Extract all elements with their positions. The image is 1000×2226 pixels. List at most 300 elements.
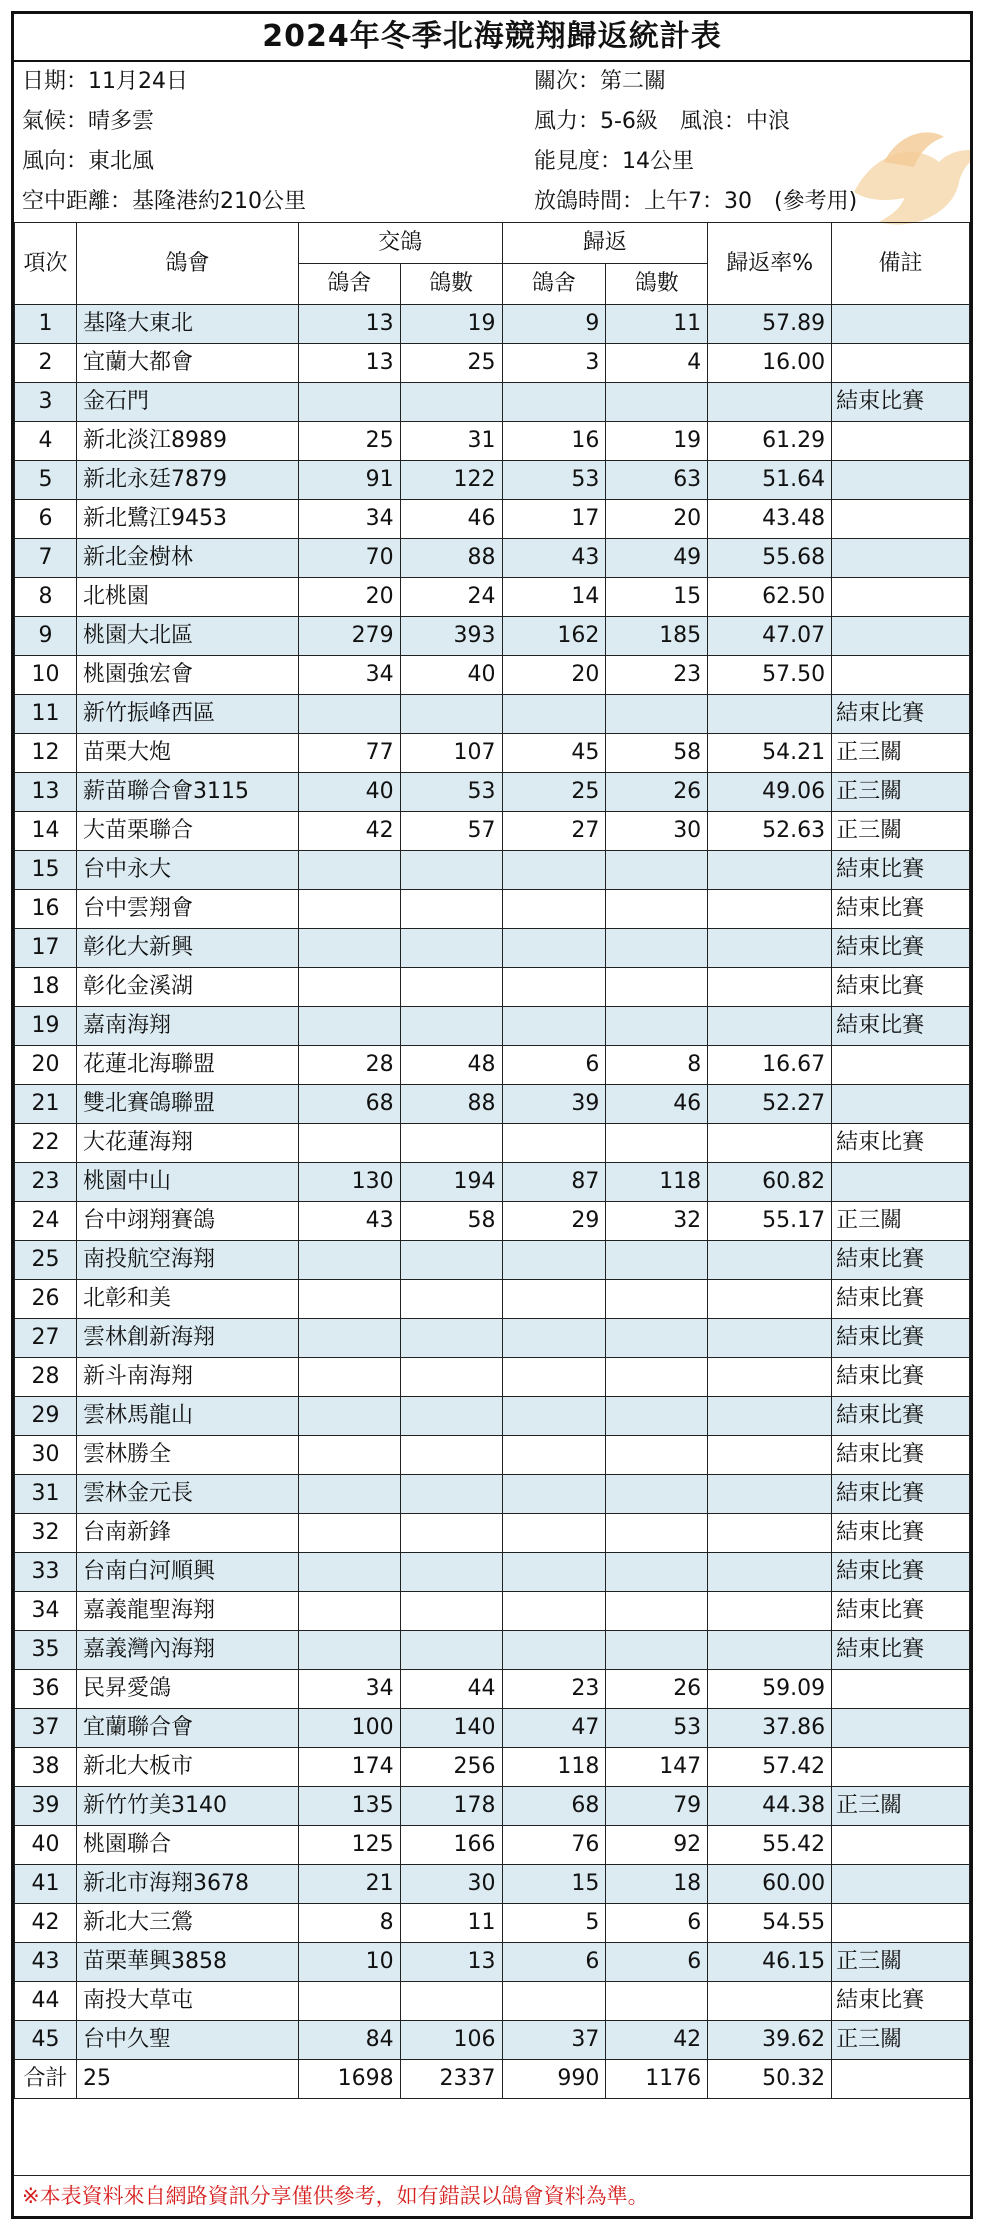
- table-row: [15, 812, 970, 851]
- row-submitted-lofts: 84: [298, 2021, 400, 2060]
- row-submitted-lofts: [298, 1358, 400, 1397]
- row-submitted-birds: 31: [400, 422, 502, 461]
- row-returned-lofts: [502, 1592, 606, 1631]
- row-submitted-birds: [400, 1241, 502, 1280]
- table-row: [15, 1592, 970, 1631]
- header-return-rate: 歸返率%: [708, 223, 832, 305]
- row-submitted-birds: 122: [400, 461, 502, 500]
- row-returned-birds: 19: [606, 422, 708, 461]
- header-returned-lofts: 鴿舍: [502, 264, 606, 305]
- row-returned-lofts: 16: [502, 422, 606, 461]
- row-returned-birds: [606, 1982, 708, 2021]
- row-submitted-lofts: 28: [298, 1046, 400, 1085]
- row-index: 28: [15, 1358, 77, 1397]
- row-returned-birds: [606, 890, 708, 929]
- row-club: 大花蓮海翔: [76, 1124, 298, 1163]
- row-note: 結束比賽: [832, 1475, 970, 1514]
- row-index: 18: [15, 968, 77, 1007]
- row-returned-lofts: 15: [502, 1865, 606, 1904]
- row-club: 大苗栗聯合: [76, 812, 298, 851]
- table-row: [15, 617, 970, 656]
- row-note: [832, 1163, 970, 1202]
- header-submitted-birds: 鴿數: [400, 264, 502, 305]
- table-row: [15, 1046, 970, 1085]
- row-returned-birds: 20: [606, 500, 708, 539]
- row-submitted-lofts: 135: [298, 1787, 400, 1826]
- row-index: 3: [15, 383, 77, 422]
- table-row: [15, 1319, 970, 1358]
- row-returned-lofts: [502, 1475, 606, 1514]
- row-submitted-birds: 44: [400, 1670, 502, 1709]
- row-submitted-lofts: 40: [298, 773, 400, 812]
- row-returned-lofts: [502, 968, 606, 1007]
- table-row: [15, 1631, 970, 1670]
- row-submitted-birds: [400, 1982, 502, 2021]
- row-submitted-birds: 88: [400, 539, 502, 578]
- row-submitted-lofts: [298, 1241, 400, 1280]
- wind-force: 風力：5-6級 風浪：中浪: [534, 109, 790, 134]
- row-index: 19: [15, 1007, 77, 1046]
- table-row: [15, 461, 970, 500]
- row-index: 40: [15, 1826, 77, 1865]
- row-return-rate: 61.29: [708, 422, 832, 461]
- weather: 氣候：晴多雲: [22, 109, 155, 134]
- header-club: 鴿會: [76, 223, 298, 305]
- row-index: 42: [15, 1904, 77, 1943]
- row-returned-birds: 23: [606, 656, 708, 695]
- row-index: 23: [15, 1163, 77, 1202]
- row-club: 南投大草屯: [76, 1982, 298, 2021]
- row-note: [832, 617, 970, 656]
- row-note: 正三關: [832, 734, 970, 773]
- row-return-rate: 16.67: [708, 1046, 832, 1085]
- row-submitted-birds: 166: [400, 1826, 502, 1865]
- row-returned-lofts: [502, 1514, 606, 1553]
- wind-direction: 風向：東北風: [22, 149, 155, 174]
- table-row: [15, 1904, 970, 1943]
- row-note: [832, 422, 970, 461]
- row-returned-birds: [606, 1475, 708, 1514]
- row-submitted-birds: [400, 1319, 502, 1358]
- row-submitted-birds: 88: [400, 1085, 502, 1124]
- table-row: [15, 1748, 970, 1787]
- row-submitted-birds: 58: [400, 1202, 502, 1241]
- row-submitted-lofts: [298, 1514, 400, 1553]
- row-returned-birds: [606, 1397, 708, 1436]
- row-returned-birds: 49: [606, 539, 708, 578]
- row-note: 正三關: [832, 1943, 970, 1982]
- air-distance: 空中距離：基隆港約210公里: [22, 189, 306, 214]
- row-club: 桃園中山: [76, 1163, 298, 1202]
- row-submitted-birds: 140: [400, 1709, 502, 1748]
- row-note: 結束比賽: [832, 383, 970, 422]
- row-return-rate: 44.38: [708, 1787, 832, 1826]
- row-club: 民昇愛鴿: [76, 1670, 298, 1709]
- row-returned-lofts: [502, 1319, 606, 1358]
- row-return-rate: [708, 695, 832, 734]
- visibility: 能見度：14公里: [534, 149, 694, 174]
- row-return-rate: [708, 1280, 832, 1319]
- row-returned-lofts: [502, 695, 606, 734]
- release-time: 放鴿時間：上午7：30 (參考用): [534, 189, 858, 214]
- row-club: 嘉義龍聖海翔: [76, 1592, 298, 1631]
- row-returned-lofts: 87: [502, 1163, 606, 1202]
- row-club: 嘉義灣內海翔: [76, 1631, 298, 1670]
- row-note: 正三關: [832, 2021, 970, 2060]
- row-return-rate: 37.86: [708, 1709, 832, 1748]
- row-returned-lofts: 14: [502, 578, 606, 617]
- row-returned-birds: 4: [606, 344, 708, 383]
- row-club: 雲林創新海翔: [76, 1319, 298, 1358]
- row-return-rate: 46.15: [708, 1943, 832, 1982]
- row-club: 台中永大: [76, 851, 298, 890]
- row-submitted-lofts: [298, 383, 400, 422]
- row-note: 結束比賽: [832, 695, 970, 734]
- row-return-rate: 47.07: [708, 617, 832, 656]
- row-submitted-lofts: 34: [298, 1670, 400, 1709]
- row-note: 結束比賽: [832, 851, 970, 890]
- table-row: [15, 773, 970, 812]
- row-submitted-birds: 24: [400, 578, 502, 617]
- table-row: [15, 1670, 970, 1709]
- row-index: 22: [15, 1124, 77, 1163]
- row-note: [832, 656, 970, 695]
- header-index: 項次: [15, 223, 77, 305]
- row-club: 雙北賽鴿聯盟: [76, 1085, 298, 1124]
- table-row: [15, 695, 970, 734]
- row-club: 桃園聯合: [76, 1826, 298, 1865]
- row-returned-lofts: [502, 1397, 606, 1436]
- row-returned-lofts: 37: [502, 2021, 606, 2060]
- row-returned-lofts: 162: [502, 617, 606, 656]
- row-return-rate: [708, 929, 832, 968]
- row-submitted-birds: [400, 890, 502, 929]
- row-submitted-birds: 256: [400, 1748, 502, 1787]
- results-table: [14, 222, 970, 2099]
- row-index: 45: [15, 2021, 77, 2060]
- row-submitted-lofts: 68: [298, 1085, 400, 1124]
- row-note: 結束比賽: [832, 1631, 970, 1670]
- row-club: 新北金樹林: [76, 539, 298, 578]
- row-note: [832, 1748, 970, 1787]
- row-note: [832, 1826, 970, 1865]
- table-row: [15, 1982, 970, 2021]
- row-submitted-birds: [400, 1436, 502, 1475]
- row-submitted-birds: 107: [400, 734, 502, 773]
- row-index: 32: [15, 1514, 77, 1553]
- row-index: 41: [15, 1865, 77, 1904]
- row-index: 44: [15, 1982, 77, 2021]
- statistics-sheet: [11, 11, 973, 2219]
- row-index: 31: [15, 1475, 77, 1514]
- row-returned-lofts: 53: [502, 461, 606, 500]
- total-note: [832, 2060, 970, 2099]
- table-row: [15, 578, 970, 617]
- row-returned-lofts: 20: [502, 656, 606, 695]
- row-returned-birds: 32: [606, 1202, 708, 1241]
- row-return-rate: 57.42: [708, 1748, 832, 1787]
- row-club: 台中翊翔賽鴿: [76, 1202, 298, 1241]
- row-return-rate: [708, 383, 832, 422]
- row-index: 2: [15, 344, 77, 383]
- table-row: [15, 1514, 970, 1553]
- row-note: [832, 1046, 970, 1085]
- row-returned-lofts: [502, 1553, 606, 1592]
- row-return-rate: 49.06: [708, 773, 832, 812]
- row-submitted-lofts: [298, 1124, 400, 1163]
- row-return-rate: 52.63: [708, 812, 832, 851]
- row-submitted-lofts: 34: [298, 500, 400, 539]
- row-note: [832, 1904, 970, 1943]
- row-club: 新北市海翔3678: [76, 1865, 298, 1904]
- row-note: 結束比賽: [832, 1358, 970, 1397]
- table-row: [15, 656, 970, 695]
- row-index: 30: [15, 1436, 77, 1475]
- row-index: 34: [15, 1592, 77, 1631]
- row-returned-birds: 18: [606, 1865, 708, 1904]
- row-note: [832, 1670, 970, 1709]
- row-returned-birds: 58: [606, 734, 708, 773]
- row-submitted-lofts: 42: [298, 812, 400, 851]
- table-row: [15, 305, 970, 344]
- row-note: [832, 305, 970, 344]
- row-submitted-birds: 106: [400, 2021, 502, 2060]
- row-submitted-lofts: 77: [298, 734, 400, 773]
- race-stage: 關次：第二關: [534, 69, 667, 94]
- row-submitted-lofts: 25: [298, 422, 400, 461]
- row-submitted-lofts: 70: [298, 539, 400, 578]
- row-return-rate: [708, 851, 832, 890]
- row-returned-lofts: 6: [502, 1046, 606, 1085]
- row-returned-lofts: 118: [502, 1748, 606, 1787]
- row-note: [832, 1709, 970, 1748]
- row-note: 正三關: [832, 773, 970, 812]
- row-index: 5: [15, 461, 77, 500]
- row-returned-lofts: 29: [502, 1202, 606, 1241]
- table-row: [15, 968, 970, 1007]
- row-return-rate: 55.42: [708, 1826, 832, 1865]
- row-submitted-birds: [400, 1280, 502, 1319]
- row-note: 結束比賽: [832, 1397, 970, 1436]
- row-note: 正三關: [832, 1787, 970, 1826]
- row-index: 11: [15, 695, 77, 734]
- row-return-rate: 57.89: [708, 305, 832, 344]
- row-note: [832, 1085, 970, 1124]
- table-row: [15, 1865, 970, 1904]
- row-submitted-birds: 13: [400, 1943, 502, 1982]
- row-returned-birds: 118: [606, 1163, 708, 1202]
- row-submitted-birds: 48: [400, 1046, 502, 1085]
- row-returned-lofts: 25: [502, 773, 606, 812]
- row-returned-lofts: 45: [502, 734, 606, 773]
- row-note: [832, 500, 970, 539]
- row-submitted-birds: [400, 1124, 502, 1163]
- row-submitted-lofts: 43: [298, 1202, 400, 1241]
- row-return-rate: [708, 968, 832, 1007]
- row-returned-lofts: [502, 1280, 606, 1319]
- row-note: 正三關: [832, 812, 970, 851]
- row-submitted-lofts: [298, 1982, 400, 2021]
- table-row: [15, 1007, 970, 1046]
- row-submitted-birds: [400, 1631, 502, 1670]
- row-club: 宜蘭聯合會: [76, 1709, 298, 1748]
- row-submitted-birds: 57: [400, 812, 502, 851]
- table-body: [15, 305, 970, 2060]
- row-return-rate: 57.50: [708, 656, 832, 695]
- row-submitted-lofts: [298, 929, 400, 968]
- row-index: 33: [15, 1553, 77, 1592]
- row-returned-lofts: 39: [502, 1085, 606, 1124]
- row-note: 結束比賽: [832, 1553, 970, 1592]
- row-submitted-lofts: [298, 1553, 400, 1592]
- row-submitted-birds: [400, 929, 502, 968]
- row-returned-lofts: 17: [502, 500, 606, 539]
- row-return-rate: 60.82: [708, 1163, 832, 1202]
- row-note: 正三關: [832, 1202, 970, 1241]
- row-returned-birds: [606, 1241, 708, 1280]
- total-returned-birds: 1176: [606, 2060, 708, 2099]
- row-submitted-birds: [400, 1475, 502, 1514]
- row-returned-birds: [606, 1592, 708, 1631]
- row-returned-birds: [606, 1319, 708, 1358]
- race-date: 日期：11月24日: [22, 69, 188, 94]
- row-return-rate: [708, 1436, 832, 1475]
- row-returned-birds: 15: [606, 578, 708, 617]
- total-club-count: 25: [76, 2060, 298, 2099]
- row-submitted-birds: [400, 851, 502, 890]
- row-returned-birds: [606, 1007, 708, 1046]
- row-return-rate: 59.09: [708, 1670, 832, 1709]
- row-return-rate: [708, 1982, 832, 2021]
- row-submitted-lofts: [298, 890, 400, 929]
- row-club: 台中久聖: [76, 2021, 298, 2060]
- row-submitted-birds: [400, 1514, 502, 1553]
- row-index: 16: [15, 890, 77, 929]
- row-return-rate: 43.48: [708, 500, 832, 539]
- row-returned-birds: 79: [606, 1787, 708, 1826]
- row-index: 4: [15, 422, 77, 461]
- row-submitted-birds: 194: [400, 1163, 502, 1202]
- row-club: 彰化金溪湖: [76, 968, 298, 1007]
- row-submitted-lofts: [298, 695, 400, 734]
- row-index: 14: [15, 812, 77, 851]
- row-submitted-lofts: [298, 1475, 400, 1514]
- row-submitted-birds: 11: [400, 1904, 502, 1943]
- row-returned-birds: 92: [606, 1826, 708, 1865]
- row-club: 台中雲翔會: [76, 890, 298, 929]
- row-return-rate: [708, 1007, 832, 1046]
- row-returned-birds: 147: [606, 1748, 708, 1787]
- row-return-rate: [708, 1397, 832, 1436]
- page-title: 2024年冬季北海競翔歸返統計表: [14, 14, 970, 62]
- row-club: 薪苗聯合會3115: [76, 773, 298, 812]
- table-row: [15, 1475, 970, 1514]
- row-return-rate: 60.00: [708, 1865, 832, 1904]
- row-submitted-lofts: 91: [298, 461, 400, 500]
- row-submitted-lofts: 10: [298, 1943, 400, 1982]
- table-row: [15, 851, 970, 890]
- row-returned-lofts: [502, 383, 606, 422]
- row-note: 結束比賽: [832, 890, 970, 929]
- row-return-rate: 54.21: [708, 734, 832, 773]
- row-return-rate: 62.50: [708, 578, 832, 617]
- row-submitted-lofts: 100: [298, 1709, 400, 1748]
- row-note: 結束比賽: [832, 1241, 970, 1280]
- row-club: 南投航空海翔: [76, 1241, 298, 1280]
- row-club: 苗栗大炮: [76, 734, 298, 773]
- row-returned-lofts: [502, 1631, 606, 1670]
- row-index: 35: [15, 1631, 77, 1670]
- row-club: 新北永廷7879: [76, 461, 298, 500]
- row-returned-birds: 63: [606, 461, 708, 500]
- row-club: 台南新鋒: [76, 1514, 298, 1553]
- row-returned-lofts: 9: [502, 305, 606, 344]
- row-returned-lofts: [502, 890, 606, 929]
- footnote: ※本表資料來自網路資訊分享僅供參考，如有錯誤以鴿會資料為準。: [14, 2175, 970, 2216]
- row-submitted-lofts: 130: [298, 1163, 400, 1202]
- table-row: [15, 734, 970, 773]
- row-club: 新北大三鶯: [76, 1904, 298, 1943]
- row-returned-birds: 6: [606, 1904, 708, 1943]
- row-return-rate: [708, 1553, 832, 1592]
- row-returned-lofts: 47: [502, 1709, 606, 1748]
- row-index: 17: [15, 929, 77, 968]
- table-row: [15, 1124, 970, 1163]
- row-returned-birds: 46: [606, 1085, 708, 1124]
- table-row: [15, 1202, 970, 1241]
- row-returned-birds: [606, 1436, 708, 1475]
- row-index: 25: [15, 1241, 77, 1280]
- row-submitted-lofts: [298, 851, 400, 890]
- row-submitted-lofts: [298, 1592, 400, 1631]
- row-submitted-lofts: [298, 1436, 400, 1475]
- row-note: 結束比賽: [832, 1514, 970, 1553]
- row-club: 基隆大東北: [76, 305, 298, 344]
- row-club: 嘉南海翔: [76, 1007, 298, 1046]
- row-index: 36: [15, 1670, 77, 1709]
- row-return-rate: 52.27: [708, 1085, 832, 1124]
- row-submitted-lofts: [298, 1280, 400, 1319]
- row-club: 桃園大北區: [76, 617, 298, 656]
- row-club: 北彰和美: [76, 1280, 298, 1319]
- table-row: [15, 1397, 970, 1436]
- row-submitted-lofts: 21: [298, 1865, 400, 1904]
- row-return-rate: 51.64: [708, 461, 832, 500]
- row-submitted-lofts: [298, 1631, 400, 1670]
- row-index: 13: [15, 773, 77, 812]
- row-submitted-birds: [400, 1397, 502, 1436]
- row-returned-lofts: 43: [502, 539, 606, 578]
- row-returned-lofts: 3: [502, 344, 606, 383]
- header-returned-birds: 鴿數: [606, 264, 708, 305]
- row-returned-birds: [606, 1514, 708, 1553]
- header-submitted-lofts: 鴿舍: [298, 264, 400, 305]
- table-row: [15, 1709, 970, 1748]
- row-returned-lofts: 23: [502, 1670, 606, 1709]
- row-note: [832, 578, 970, 617]
- row-note: 結束比賽: [832, 1319, 970, 1358]
- row-returned-birds: 53: [606, 1709, 708, 1748]
- row-index: 20: [15, 1046, 77, 1085]
- table-row: [15, 890, 970, 929]
- row-note: [832, 461, 970, 500]
- row-index: 7: [15, 539, 77, 578]
- row-club: 桃園強宏會: [76, 656, 298, 695]
- row-returned-birds: 185: [606, 617, 708, 656]
- row-note: [832, 1865, 970, 1904]
- row-returned-birds: 8: [606, 1046, 708, 1085]
- row-note: 結束比賽: [832, 1124, 970, 1163]
